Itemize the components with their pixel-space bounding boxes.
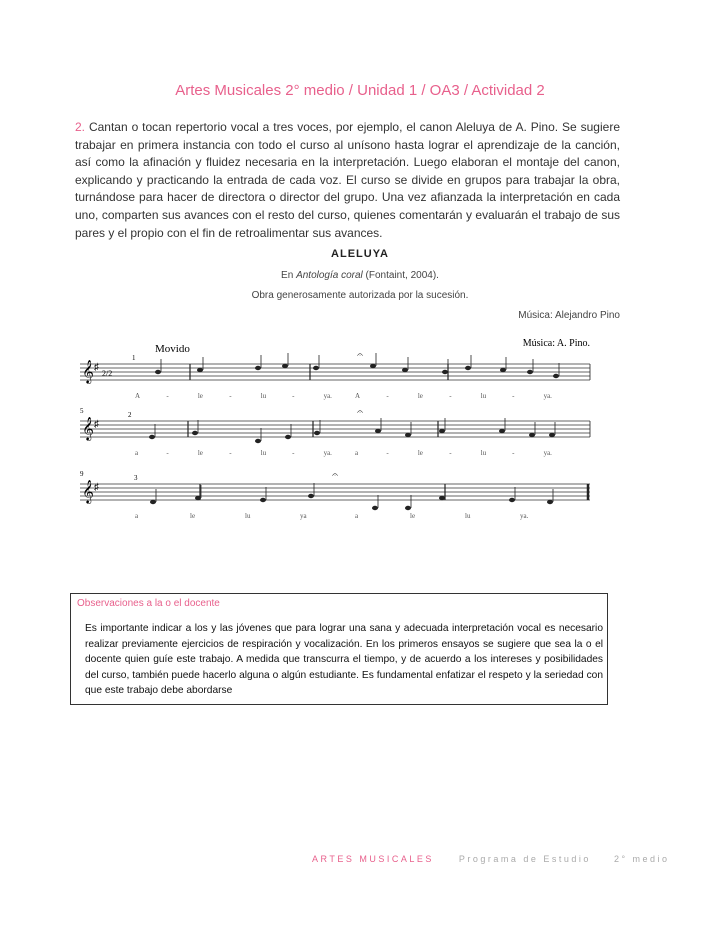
voice-entry-number: 2 bbox=[128, 411, 132, 419]
teacher-observations-box bbox=[70, 593, 608, 705]
page-title: Artes Musicales 2° medio / Unidad 1 / OA3 / Actividad 2 bbox=[175, 82, 545, 99]
music-score bbox=[80, 335, 600, 525]
note-head bbox=[150, 500, 156, 504]
lyric-syllable: lu bbox=[245, 512, 251, 520]
note-head bbox=[197, 368, 203, 372]
note-head bbox=[465, 366, 471, 370]
note-head bbox=[549, 433, 555, 437]
footer-program: Programa de Estudio bbox=[458, 854, 591, 864]
note-head bbox=[529, 433, 535, 437]
score-composer-credit: Música: A. Pino. bbox=[522, 338, 590, 349]
lyric-syllable: - bbox=[449, 392, 452, 400]
lyric-syllable: A bbox=[355, 392, 361, 400]
song-permission: Obra generosamente autorizada por la sucesión. bbox=[251, 290, 469, 301]
lyric-syllable: - bbox=[292, 449, 295, 457]
song-source bbox=[0, 270, 720, 281]
lyric-syllable: a bbox=[355, 449, 359, 457]
lyric-syllable: ya. bbox=[323, 449, 332, 457]
treble-clef-icon: 𝄞 bbox=[82, 481, 94, 503]
lyric-syllable: lu bbox=[260, 449, 267, 457]
note-head bbox=[195, 496, 201, 500]
page-footer bbox=[312, 854, 670, 864]
note-head bbox=[527, 370, 533, 374]
lyric-syllable: - bbox=[512, 392, 515, 400]
lyric-syllable: a bbox=[355, 512, 359, 520]
lyric-syllable: - bbox=[166, 449, 169, 457]
lyric-syllable: le bbox=[417, 449, 423, 457]
lyric-syllable: - bbox=[292, 392, 295, 400]
lyric-syllable: ya. bbox=[323, 392, 332, 400]
source-book: Antología coral bbox=[296, 270, 363, 281]
note-head bbox=[192, 431, 198, 435]
note-head bbox=[405, 506, 411, 510]
note-head bbox=[313, 366, 319, 370]
lyric-syllable: ya. bbox=[520, 512, 529, 520]
note-head bbox=[370, 364, 376, 368]
lyric-syllable: - bbox=[229, 392, 232, 400]
note-head bbox=[255, 366, 261, 370]
lyric-syllable: - bbox=[512, 449, 515, 457]
song-composer: Música: Alejandro Pino bbox=[518, 310, 620, 321]
note-head bbox=[260, 498, 266, 502]
note-head bbox=[402, 368, 408, 372]
activity-text: Cantan o tocan repertorio vocal a tres voces, por ejemplo, el canon Aleluya de A. Pino. Se sugiere trabajar en primera instancia con todo el curso al unísono hasta lograr el aprendizaje de la canción, así como la afinación y fluidez necesaria en la interpretación. Luego elaboran el montaje del canon, explicando y practicando la entrada de cada voz. El curso se divide en grupos para trabajar la obra, turnándose para hacer de directora o director del grupo. Una vez afianzada la interpretación en cada uno, comparten sus avances con el resto del curso, quienes comentarán y evaluarán el trabajo de sus pares y el propio con el fin de retroalimentar sus avances. bbox=[75, 120, 620, 240]
activity-number: 2. bbox=[75, 120, 86, 134]
note-head bbox=[439, 496, 445, 500]
observations-text: Es importante indicar a los y las jóvenes que para lograr una sana y adecuada interpretación vocal es necesario realizar previamente ejercicios de respiración y vocalización. En los primeros ensayos se sugiere que sea la o el docente quien guíe este trabajo. A medida que transcurra el tiempo, y de acuerdo a los intereses y posibilidades del curso, también puede hacerlo alguna o algún estudiante. Es fundamental enfatizar el respeto y la seriedad con que este trabajo debe abordarse bbox=[85, 623, 603, 696]
lyric-syllable: ya. bbox=[543, 449, 552, 457]
fermata-icon: 𝄐 bbox=[357, 350, 363, 361]
note-head bbox=[499, 429, 505, 433]
note-head bbox=[442, 370, 448, 374]
lyric-syllable: le bbox=[417, 392, 423, 400]
lyric-syllable: - bbox=[449, 449, 452, 457]
note-head bbox=[375, 429, 381, 433]
tempo-marking: Movido bbox=[155, 343, 190, 355]
source-suffix: (Fontaint, 2004). bbox=[362, 270, 439, 281]
footer-brand: ARTES MUSICALES bbox=[312, 854, 434, 864]
note-head bbox=[500, 368, 506, 372]
lyric-syllable: lu bbox=[480, 449, 487, 457]
note-head bbox=[405, 433, 411, 437]
footer-grade: 2° medio bbox=[613, 854, 670, 864]
note-head bbox=[308, 494, 314, 498]
lyric-syllable: ya bbox=[300, 512, 307, 520]
note-head bbox=[547, 500, 553, 504]
lyric-syllable: le bbox=[197, 392, 203, 400]
source-prefix: En bbox=[281, 270, 297, 281]
note-head bbox=[155, 370, 161, 374]
note-head bbox=[314, 431, 320, 435]
fermata-icon: 𝄐 bbox=[357, 407, 363, 418]
note-head bbox=[285, 435, 291, 439]
activity-paragraph bbox=[75, 119, 620, 242]
key-signature-sharp: ♯ bbox=[94, 482, 99, 493]
lyric-syllable: a bbox=[135, 512, 139, 520]
lyric-syllable: lu bbox=[480, 392, 487, 400]
note-head bbox=[553, 374, 559, 378]
observations-title: Observaciones a la o el docente bbox=[77, 598, 220, 609]
lyric-syllable: - bbox=[386, 449, 389, 457]
note-head bbox=[149, 435, 155, 439]
measure-number: 5 bbox=[80, 407, 84, 415]
lyric-syllable: a bbox=[135, 449, 139, 457]
song-title: ALELUYA bbox=[331, 248, 389, 260]
lyric-syllable: le bbox=[190, 512, 196, 520]
note-head bbox=[255, 439, 261, 443]
time-signature: 2/2 bbox=[102, 369, 113, 378]
lyric-syllable: lu bbox=[465, 512, 471, 520]
lyric-syllable: - bbox=[229, 449, 232, 457]
key-signature-sharp: ♯ bbox=[94, 419, 99, 430]
measure-number: 9 bbox=[80, 470, 84, 478]
lyric-syllable: A bbox=[135, 392, 141, 400]
note-head bbox=[282, 364, 288, 368]
lyric-syllable: le bbox=[197, 449, 203, 457]
voice-entry-number: 3 bbox=[134, 474, 138, 482]
fermata-icon: 𝄐 bbox=[332, 470, 338, 481]
lyric-syllable: le bbox=[410, 512, 416, 520]
lyric-syllable: - bbox=[386, 392, 389, 400]
lyric-syllable: ya. bbox=[543, 392, 552, 400]
voice-entry-number: 1 bbox=[132, 354, 136, 362]
lyric-syllable: - bbox=[166, 392, 169, 400]
note-head bbox=[509, 498, 515, 502]
treble-clef-icon: 𝄞 bbox=[82, 361, 94, 383]
note-head bbox=[439, 429, 445, 433]
note-head bbox=[372, 506, 378, 510]
lyric-syllable: lu bbox=[260, 392, 267, 400]
treble-clef-icon: 𝄞 bbox=[82, 418, 94, 440]
key-signature-sharp: ♯ bbox=[94, 362, 99, 373]
